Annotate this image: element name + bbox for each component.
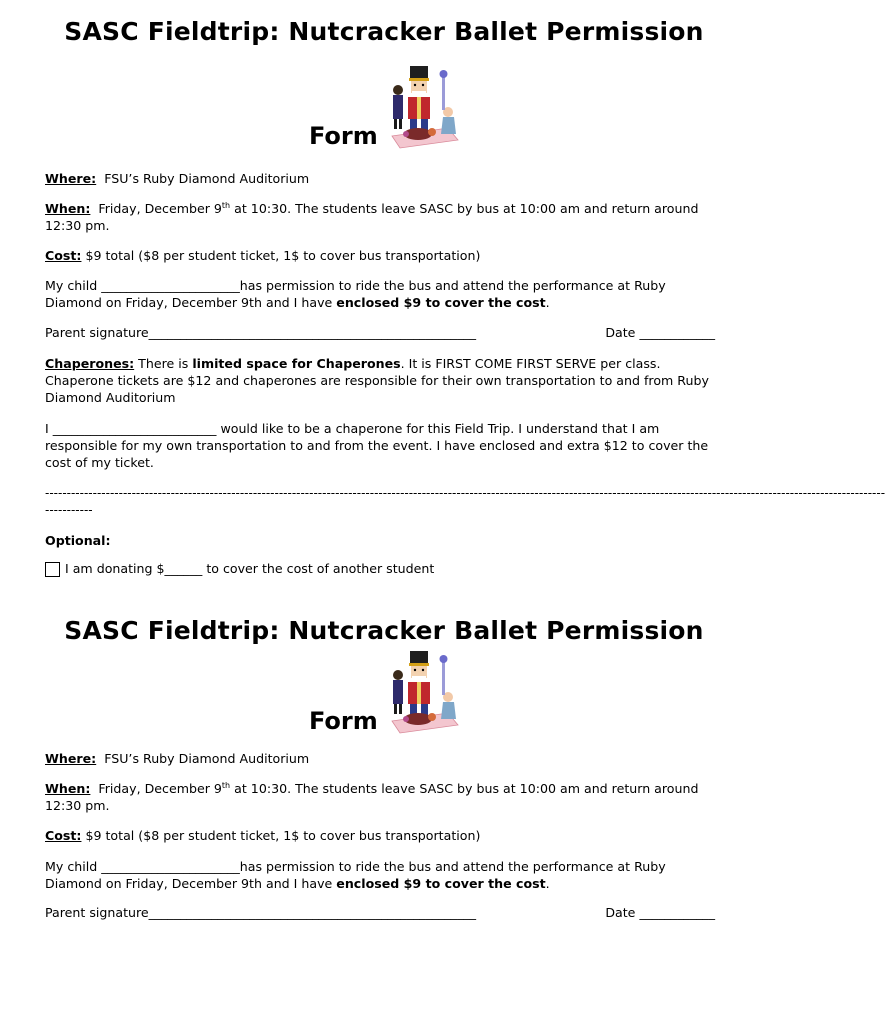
cost-line (45, 247, 725, 264)
chaperones-text-1: There is (134, 356, 193, 371)
form-title-2: SASC Fieldtrip: Nutcracker Ballet Permission (64, 616, 704, 645)
where-value: FSU’s Ruby Diamond Auditorium (104, 751, 310, 766)
signature-row-2 (45, 905, 715, 920)
where-line (45, 170, 725, 187)
where-line-2 (45, 750, 725, 767)
my-child-end: . (545, 295, 550, 310)
my-child-text: My child ______________________has permission to ride the bus and attend the performance at Ruby Diamond on Friday, December 9th and I have (45, 278, 666, 310)
when-label: When: (45, 781, 91, 796)
when-date: Friday, December 9 (98, 201, 222, 216)
form-title-continuation-2: Form (309, 707, 378, 735)
cut-line-tail: ----------- (45, 503, 93, 517)
cost-value: $9 total ($8 per student ticket, 1$ to cover bus transportation) (85, 828, 481, 843)
donation-text: I am donating $______ to cover the cost of another student (65, 561, 435, 576)
when-label: When: (45, 201, 91, 216)
date-label: Date (605, 325, 636, 340)
chaperones-text-2: . It is FIRST COME FIRST SERVE per class. Chaperone tickets are $12 and chaperones are responsible for their own transportation to and from Ruby Diamond Auditorium (45, 356, 709, 405)
nutcracker-illustration-icon (388, 647, 460, 733)
when-date-suffix: th (221, 780, 231, 790)
chaperones-paragraph (45, 355, 725, 406)
signature-label: Parent signature (45, 905, 149, 920)
chaperones-bold: limited space for Chaperones (192, 356, 401, 371)
form-title: SASC Fieldtrip: Nutcracker Ballet Permission (64, 17, 704, 46)
cost-value: $9 total ($8 per student ticket, 1$ to cover bus transportation) (85, 248, 481, 263)
my-child-bold: enclosed $9 to cover the cost (336, 876, 546, 891)
my-child-bold: enclosed $9 to cover the cost (336, 295, 546, 310)
where-value: FSU’s Ruby Diamond Auditorium (104, 171, 310, 186)
my-child-paragraph-2 (45, 858, 725, 892)
date-label: Date (605, 905, 636, 920)
where-label: Where: (45, 171, 97, 186)
when-line (45, 200, 725, 234)
signature-line[interactable]: ____________________________________________________ (148, 325, 477, 340)
cost-label: Cost: (45, 248, 82, 263)
cost-label: Cost: (45, 828, 82, 843)
when-details: at 10:30. The students leave SASC by bus at 10:00 am and return around 12:30 pm. (45, 781, 699, 813)
cost-line-2 (45, 827, 725, 844)
optional-label: Optional: (45, 533, 111, 548)
when-line-2 (45, 780, 725, 814)
form-title-continuation: Form (309, 122, 378, 150)
my-child-paragraph (45, 277, 725, 311)
nutcracker-illustration-icon (388, 62, 460, 148)
when-date: Friday, December 9 (98, 781, 222, 796)
date-field (605, 325, 715, 340)
donation-checkbox[interactable] (45, 562, 60, 577)
chaperone-volunteer-paragraph: I __________________________ would like to be a chaperone for this Field Trip. I understand that I am responsible for my own transportation to and from the event. I have enclosed and extra $12 to cover the cost of my ticket. (45, 421, 709, 470)
my-child-text: My child ______________________has permission to ride the bus and attend the performance at Ruby Diamond on Friday, December 9th and I have (45, 859, 666, 891)
chaperones-label: Chaperones: (45, 356, 135, 371)
where-label: Where: (45, 751, 97, 766)
cut-line: -------------------------------------------------------------------------------------------------------------------------------------------------------------------------------------------------- (45, 486, 885, 500)
date-field (605, 905, 715, 920)
my-child-end: . (545, 876, 550, 891)
signature-row (45, 325, 715, 340)
when-details: at 10:30. The students leave SASC by bus at 10:00 am and return around 12:30 pm. (45, 201, 699, 233)
signature-label: Parent signature (45, 325, 149, 340)
signature-line[interactable]: ____________________________________________________ (148, 905, 477, 920)
when-date-suffix: th (221, 200, 231, 210)
date-line[interactable]: ____________ (639, 905, 715, 920)
date-line[interactable]: ____________ (639, 325, 715, 340)
